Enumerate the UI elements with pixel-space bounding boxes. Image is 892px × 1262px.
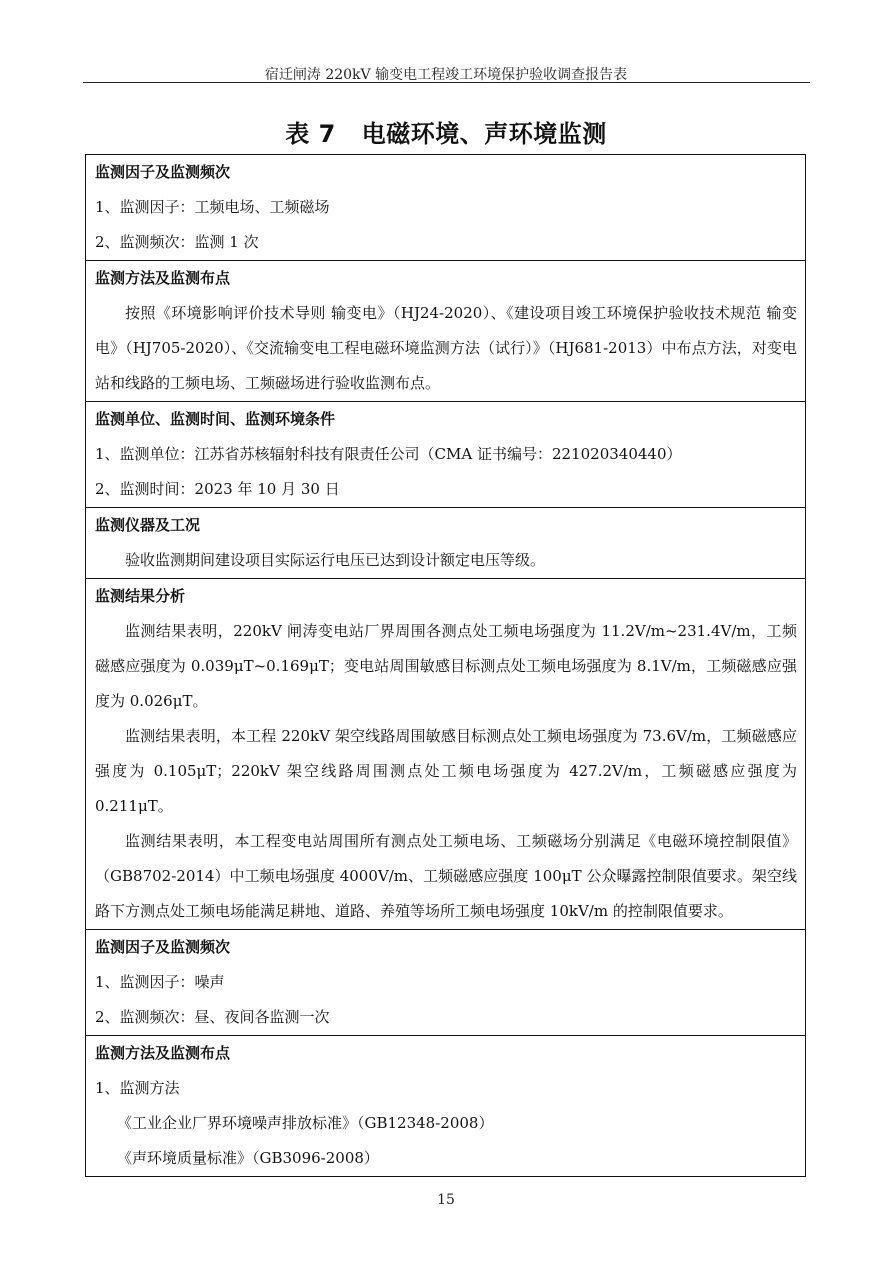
section-em-factors [86, 155, 805, 260]
section-heading: 监测因子及监测频次 [95, 163, 231, 181]
section-paragraph: 按照《环境影响评价技术导则 输变电》（HJ24-2020）、《建设项目竣工环境保护验收技术规范 输变电》（HJ705-2020）、《交流输变电工程电磁环境监测方法（试行）》（HJ681-2013）中布点方法，对变电站和线路的工频电场、工频磁场进行验收监测布点。 [95, 304, 797, 392]
page-header: 宿迁闸涛 220kV 输变电工程竣工环境保护验收调查报告表 [264, 67, 628, 83]
section-heading: 监测方法及监测布点 [95, 269, 231, 287]
section-line: 1、监测单位：江苏省苏核辐射科技有限责任公司（CMA 证书编号：221020340440） [95, 445, 682, 463]
section-paragraph: 监测结果表明，220kV 闸涛变电站厂界周围各测点处工频电场强度为 11.2V/m~231.4V/m，工频磁感应强度为 0.039μT~0.169μT；变电站周围敏感目标测点处工频电场强度为 8.1V/m，工频磁感应强度为 0.026μT。 [95, 622, 797, 710]
section-heading: 监测结果分析 [95, 587, 186, 605]
section-line: 1、监测因子：工频电场、工频磁场 [95, 198, 330, 216]
section-line: 1、监测因子：噪声 [95, 973, 225, 991]
section-noise-methods [86, 1035, 805, 1176]
section-paragraph: 监测结果表明，本工程变电站周围所有测点处工频电场、工频磁场分别满足《电磁环境控制限值》（GB8702-2014）中工频电场强度 4000V/m、工频磁感应强度 100μT 公众曝露控制限值要求。架空线路下方测点处工频电场能满足耕地、道路、养殖等场所工频电场强度 10kV/m 的控制限值要求。 [95, 832, 797, 920]
section-noise-factors [86, 929, 805, 1035]
table-number: 表 7 [285, 120, 336, 148]
monitoring-table [85, 154, 806, 1177]
section-em-methods [86, 260, 805, 401]
standard-reference: 《声环境质量标准》（GB3096-2008） [117, 1149, 379, 1167]
section-paragraph: 验收监测期间建设项目实际运行电压已达到设计额定电压等级。 [125, 551, 546, 569]
section-paragraph: 监测结果表明，本工程 220kV 架空线路周围敏感目标测点处工频电场强度为 73.6V/m，工频磁感应强度为 0.105μT；220kV 架空线路周围测点处工频电场强度为 427.2V/m，工频磁感应强度为 0.211μT。 [95, 727, 797, 815]
section-line: 1、监测方法 [95, 1079, 180, 1097]
section-line: 2、监测频次：监测 1 次 [95, 233, 259, 251]
page-title [0, 114, 892, 149]
table-title: 电磁环境、声环境监测 [361, 120, 607, 148]
section-line: 2、监测频次：昼、夜间各监测一次 [95, 1008, 330, 1026]
standard-reference: 《工业企业厂界环境噪声排放标准》（GB12348-2008） [117, 1114, 494, 1132]
section-heading: 监测因子及监测频次 [95, 938, 231, 956]
section-heading: 监测方法及监测布点 [95, 1044, 231, 1062]
section-monitoring-unit [86, 401, 805, 507]
section-results [86, 578, 805, 929]
section-line: 2、监测时间：2023 年 10 月 30 日 [95, 480, 340, 498]
page-number: 15 [437, 1192, 455, 1208]
section-heading: 监测仪器及工况 [95, 516, 201, 534]
section-heading: 监测单位、监测时间、监测环境条件 [95, 410, 336, 428]
header-rule [83, 82, 810, 83]
section-instruments [86, 507, 805, 578]
